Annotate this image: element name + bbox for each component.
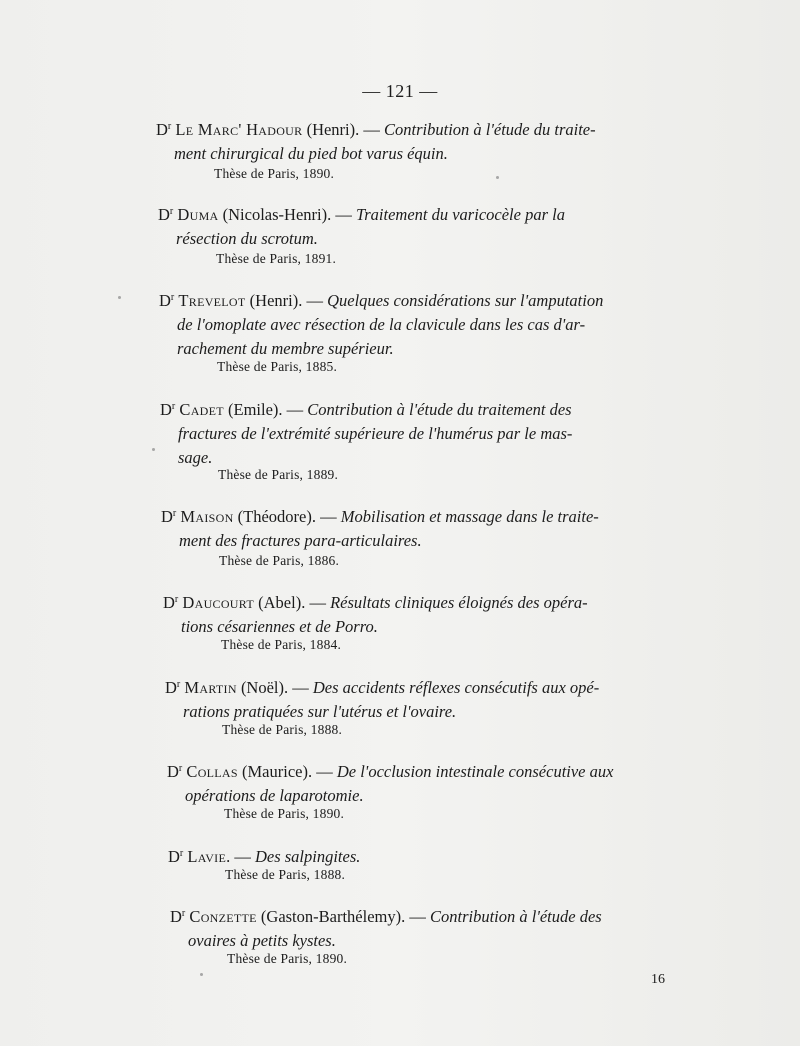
thesis-title: Traitement du varicocèle par la [355,205,565,224]
author-surname: Daucourt [182,593,254,612]
thesis-reference: Thèse de Paris, 1890. [227,951,348,966]
entry-daucourt [163,588,588,639]
thesis-title: De l'occlusion intestinale consécutive aux [336,762,614,781]
doctor-prefix: $D^r$ [156,120,172,139]
doctor-prefix: $D^r$ [159,291,175,310]
thesis-title: Mobilisation et massage dans le traite- [340,507,599,526]
thesis-title-continued: ovaires à petits kystes. [188,931,336,950]
author-given: (Noël). — [236,678,313,697]
scan-speck [200,973,203,976]
entry-trevelot [159,286,603,361]
author-given: (Henri). — [245,291,328,310]
thesis-title: Des accidents réflexes consécutifs aux opé- [312,678,600,697]
thesis-title-continued: opérations de laparotomie. [185,786,364,805]
thesis-title-continued: de l'omoplate avec résection de la clavicule dans les cas d'ar- [177,315,586,334]
author-surname: Maison [180,507,234,526]
doctor-prefix: $D^r$ [158,205,174,224]
thesis-reference: Thèse de Paris, 1889. [218,467,339,482]
author-given: (Théodore). — [233,507,341,526]
thesis-title-continued: fractures de l'extrémité supérieure de l'humérus par le mas- [178,424,573,443]
thesis-title-continued: sage. [178,448,213,467]
author-given: (Henri). — [302,120,385,139]
thesis-title: Résultats cliniques éloignés des opéra- [330,593,588,612]
entry-maison [161,502,599,553]
doctor-prefix: $D^r$ [170,907,186,926]
doctor-prefix: $D^r$ [165,678,181,697]
thesis-reference: Thèse de Paris, 1884. [221,637,342,652]
doctor-prefix: $D^r$ [167,762,183,781]
thesis-reference: Thèse de Paris, 1890. [214,166,335,181]
entry-le-marc-hadour [156,115,596,166]
thesis-title-continued: ment chirurgical du pied bot varus équin. [174,144,448,163]
thesis-title: Des salpingites. [254,847,361,866]
author-surname: Lavie [187,847,227,866]
doctor-prefix: $D^r$ [168,847,184,866]
thesis-title: Quelques considérations sur l'amputation [327,291,604,310]
thesis-reference: Thèse de Paris, 1886. [219,553,340,568]
scan-speck [152,448,155,451]
author-surname: Conzette [189,907,257,926]
entry-cadet [160,395,572,470]
author-surname: Trevelot [178,291,246,310]
entry-lavie [168,842,360,869]
author-given: (Gaston-Barthélemy). — [256,907,430,926]
thesis-reference: Thèse de Paris, 1891. [216,251,337,266]
thesis-reference: Thèse de Paris, 1888. [222,722,343,737]
thesis-title-continued: rations pratiquées sur l'utérus et l'ovaire. [183,702,457,721]
thesis-title-continued: résection du scrotum. [176,229,318,248]
thesis-title: Contribution à l'étude du traite- [384,120,596,139]
author-surname: Martin [184,678,237,697]
entry-martin [165,673,599,724]
author-surname: Duma [177,205,219,224]
thesis-reference: Thèse de Paris, 1888. [225,867,346,882]
thesis-reference: Thèse de Paris, 1885. [217,359,338,374]
thesis-reference: Thèse de Paris, 1890. [224,806,345,821]
scan-speck [118,296,121,299]
author-given: (Maurice). — [237,762,337,781]
author-given: (Nicolas-Henri). — [218,205,356,224]
doctor-prefix: $D^r$ [160,400,176,419]
thesis-title-continued: ment des fractures para-articulaires. [179,531,422,550]
author-given: (Emile). — [223,400,308,419]
thesis-title-continued: tions césariennes et de Porro. [181,617,378,636]
entry-duma [158,200,565,251]
signature-mark: 16 [651,972,665,987]
thesis-title: Contribution à l'étude du traitement des [307,400,572,419]
page-number: — 121 — [362,81,438,101]
entry-collas [167,757,613,808]
doctor-prefix: $D^r$ [163,593,179,612]
author-surname: Collas [186,762,238,781]
author-given: . — [226,847,255,866]
author-surname: Le Marc' Hadour [175,120,303,139]
doctor-prefix: $D^r$ [161,507,177,526]
thesis-title: Contribution à l'étude des [429,907,602,926]
scan-speck [496,176,499,179]
author-given: (Abel). — [254,593,331,612]
entry-conzette [170,902,602,953]
author-surname: Cadet [179,400,224,419]
thesis-title-continued: rachement du membre supérieur. [177,339,394,358]
